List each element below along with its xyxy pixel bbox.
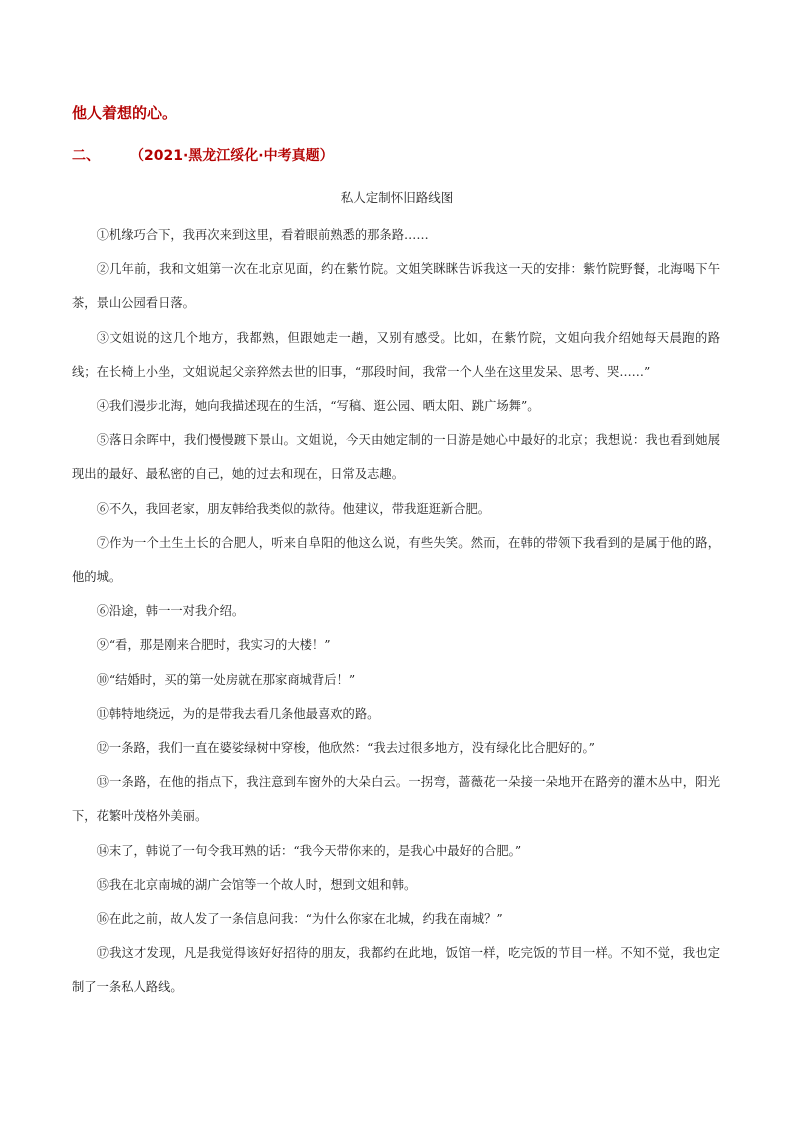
paragraph: ⑭末了，韩说了一句令我耳熟的话：“我今天带你来的，是我心中最好的合肥。” [96,843,522,858]
paragraph: ⑦作为一个土生土长的合肥人，听来自阜阳的他这么说，有些失笑。然而，在韩的带领下我看到的是属于他的路，他的城。 [72,535,720,585]
section-number: 二、 [72,148,100,164]
paragraph: ⑥沿途，韩一一对我介绍。 [96,604,245,619]
section-source: （2021·黑龙江绥化·中考真题） [130,148,334,164]
article-body [72,218,720,1005]
paragraph: ⑤落日余晖中，我们慢慢踱下景山。文姐说，今天由她定制的一日游是她心中最好的北京；我想说：我也看到她展现出的最好、最私密的自己，她的过去和现在，日常及志趣。 [72,433,720,482]
paragraph: ④我们漫步北海，她向我描述现在的生活，“写稿、逛公园、晒太阳、跳广场舞”。 [96,399,540,414]
paragraph: ⑥不久，我回老家，朋友韩给我类似的款待。他建议，带我逛逛新合肥。 [96,501,491,516]
paragraph: ⑯在此之前，故人发了一条信息问我：“为什么你家在北城，约我在南城？” [96,912,503,927]
section-heading [72,145,334,165]
paragraph: ⑰我这才发现，凡是我觉得该好好招待的朋友，我都约在此地，饭馆一样，吃完饭的节目一样。不知不觉，我也定制了一条私人路线。 [72,946,720,995]
paragraph: ⑮我在北京南城的湖广会馆等一个故人时，想到文姐和韩。 [96,877,417,892]
paragraph: ⑫一条路，我们一直在婆娑绿树中穿梭，他欣然：“我去过很多地方，没有绿化比合肥好的。” [96,741,595,756]
paragraph: ⑪韩特地绕远，为的是带我去看几条他最喜欢的路。 [96,706,380,721]
paragraph: ②几年前，我和文姐第一次在北京见面，约在紫竹院。文姐笑眯眯告诉我这一天的安排：紫竹院野餐，北海喝下午茶，景山公园看日落。 [72,262,720,311]
paragraph: ③文姐说的这几个地方，我都熟，但跟她走一趟，又别有感受。比如，在紫竹院，文姐向我介绍她每天晨跑的路线；在长椅上小坐，文姐说起父亲猝然去世的旧事，“那段时间，我常一个人坐在这里发呆、思考、哭……” [72,330,720,379]
article-title: 私人定制怀旧路线图 [340,190,454,205]
paragraph: ⑩“结婚时，买的第一处房就在那家商城背后！” [96,672,356,687]
paragraph: ①机缘巧合下，我再次来到这里，看着眼前熟悉的那条路…… [96,228,429,242]
paragraph: ⑨“看，那是刚来合肥时，我实习的大楼！” [96,638,331,653]
paragraph: ⑬一条路，在他的指点下，我注意到车窗外的大朵白云。一拐弯，蔷薇花一朵接一朵地开在路旁的灌木丛中，阳光下，花繁叶茂格外美丽。 [72,775,720,824]
previous-answer-fragment: 他人着想的心。 [72,104,178,122]
